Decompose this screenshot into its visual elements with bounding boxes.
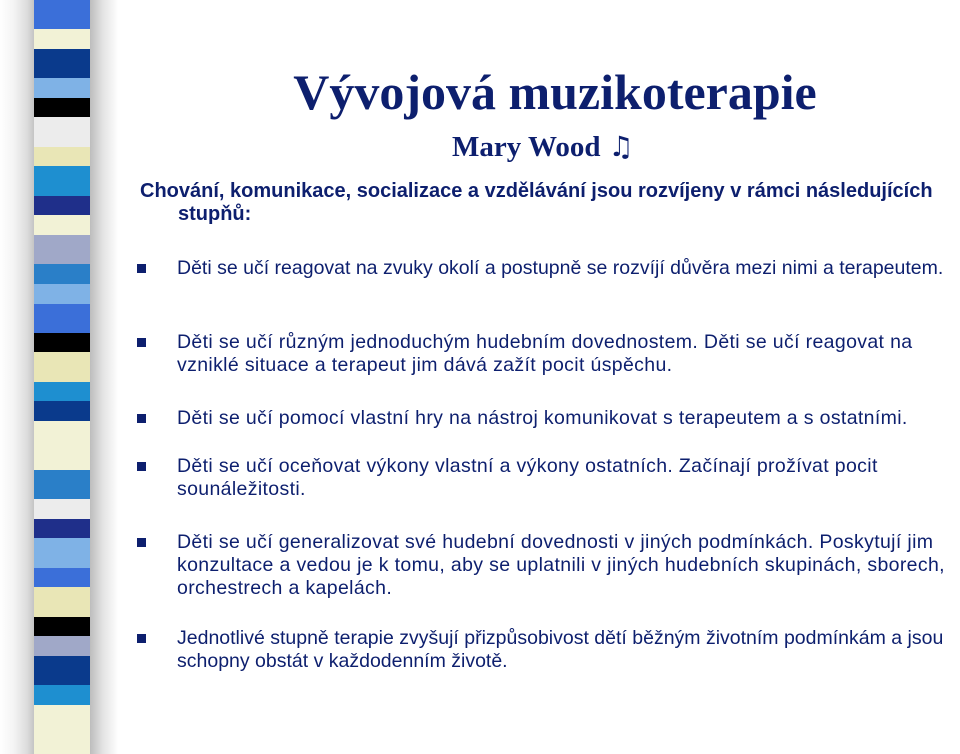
stripe-block [34,166,90,195]
stripe-block [34,685,90,705]
stripe-block [34,538,90,567]
stripe-block [34,78,90,98]
decorative-side-stripe [0,0,118,754]
square-bullet-icon [137,414,146,423]
slide-title: Vývojová muzikoterapie [293,64,817,120]
bullet-item-2 [137,331,955,377]
stripe-block [34,587,90,616]
stripe-block [34,352,90,381]
square-bullet-icon [137,264,146,273]
stripe-block [34,284,90,304]
square-bullet-icon [137,338,146,347]
stripe-block [34,49,90,78]
stripe-block [34,196,90,216]
stripe-block [34,382,90,402]
bullet-text-5: Děti se učí generalizovat své hudební dovednosti v jiných podmínkách. Poskytují jim konzultace a vedou je k tomu, aby se uplatnili v jiných hudebních skupinách, sborech, orchestrech a kapelách. [177,531,945,599]
stripe-block [34,656,90,685]
stripe-block [34,734,90,754]
square-bullet-icon [137,462,146,471]
bullet-text-4: Děti se učí oceňovat výkony vlastní a výkony ostatních. Začínají prožívat pocit sounáležitosti. [177,455,878,500]
stripe-block [34,304,90,333]
bullet-item-4 [137,455,955,501]
bullet-text-3: Děti se učí pomocí vlastní hry na nástroj komunikovat s terapeutem a s ostatními. [177,407,908,429]
stripe-block [34,333,90,353]
stripe-block [34,636,90,656]
bullet-text-1: Děti se učí reagovat na zvuky okolí a postupně se rozvíjí důvěra mezi nimi a terapeutem. [177,257,944,279]
stripe-block [34,421,90,450]
square-bullet-icon [137,634,146,643]
stripe-block [34,617,90,637]
stripe-block [34,401,90,421]
stripe-block [34,117,90,146]
square-bullet-icon [137,538,146,547]
bullet-item-1 [137,257,955,280]
stripe-block [34,450,90,470]
stripe-block [34,499,90,519]
stripe-block [34,264,90,284]
stripe-shadow [90,0,118,754]
stripe-block [34,568,90,588]
stripe-block [34,235,90,264]
stripe-block [34,98,90,118]
stripe-block [34,519,90,539]
stripe-block [34,147,90,167]
stripe-fade [0,0,34,754]
bullet-text-2: Děti se učí různým jednoduchým hudebním dovednostem. Děti se učí reagovat na vzniklé situace a terapeut jim dává zažít pocit úspěchu. [177,331,913,376]
slide-subtitle [452,128,634,166]
stripe-block [34,215,90,235]
bullet-item-6 [137,627,955,673]
intro-paragraph: Chování, komunikace, socializace a vzdělávání jsou rozvíjeny v rámci následujících stupňů: [140,180,933,225]
music-note-icon: ♫ [608,130,634,163]
stripe-blocks [34,0,90,754]
stripe-block [34,0,90,29]
bullet-item-3 [137,407,955,430]
stripe-block [34,470,90,499]
stripe-block [34,29,90,49]
bullet-item-5 [137,531,955,600]
stripe-block [34,705,90,734]
bullet-text-6: Jednotlivé stupně terapie zvyšují přizpůsobivost dětí běžným životním podmínkám a jsou schopny obstát v každodenním životě. [177,627,944,672]
subtitle-author: Mary Wood [452,131,601,163]
